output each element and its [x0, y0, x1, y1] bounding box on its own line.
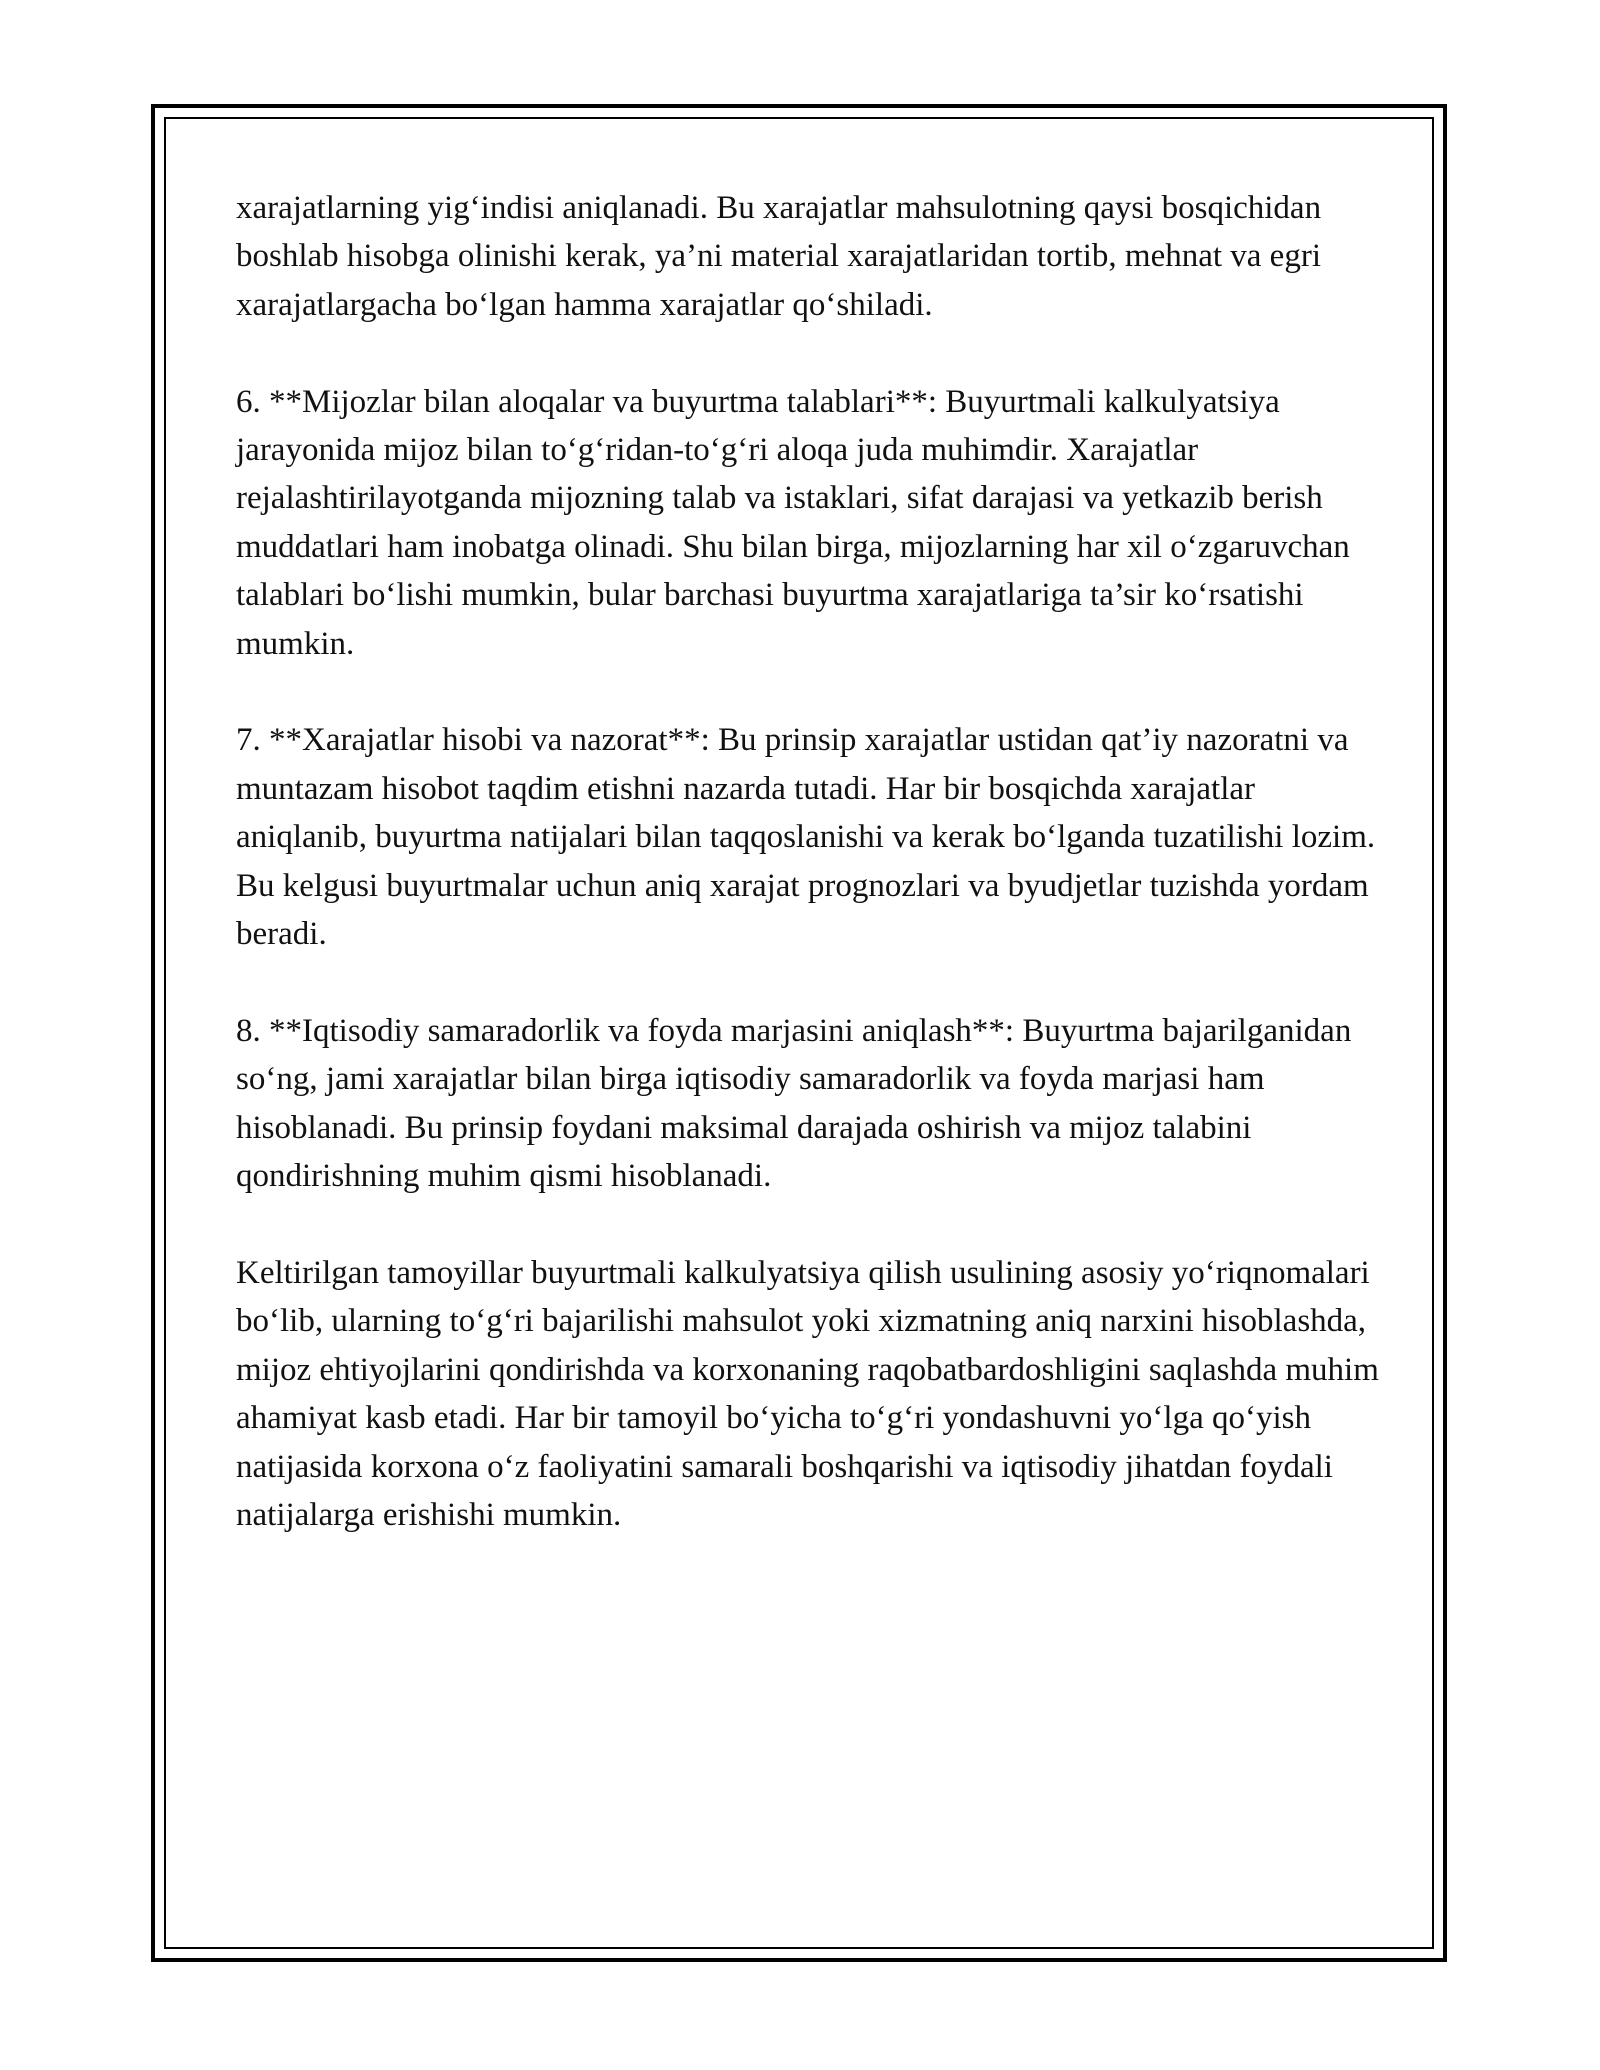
paragraph-conclusion: Keltirilgan tamoyillar buyurtmali kalkulyatsiya qilish usulining asosiy yo‘riqnomalari bo‘lib, ularning to‘g‘ri bajarilishi mahsulot yoki xizmatning aniq narxini hisoblashda, mijoz ehtiyojlarini qondirishda va korxonaning raqobatbardoshligini saqlashda muhim ahamiyat kasb etadi. Har bir tamoyil bo‘yicha to‘g‘ri yondashuvni yo‘lga qo‘yish natijasida korxona o‘z faoliyatini samarali boshqarishi va iqtisodiy jihatdan foydali natijalarga erishishi mumkin.	[236, 1254, 1379, 1533]
paragraph-item-8: 8. **Iqtisodiy samaradorlik va foyda marjasini aniqlash**: Buyurtma bajarilganidan so‘ng, jami xarajatlar bilan birga iqtisodiy samaradorlik va foyda marjasi ham hisoblanadi. Bu prinsip foydani maksimal darajada oshirish va mijoz talabini qondirishning muhim qismi hisoblanadi.	[236, 1012, 1352, 1195]
document-body	[236, 184, 1382, 1588]
paragraph-continuation: xarajatlarning yig‘indisi aniqlanadi. Bu xarajatlar mahsulotning qaysi bosqichidan boshlab hisobga olinishi kerak, ya’ni material xarajatlaridan tortib, mehnat va egri xarajatlargacha bo‘lgan hamma xarajatlar qo‘shiladi.	[236, 190, 1322, 323]
paragraph-item-6: 6. **Mijozlar bilan aloqalar va buyurtma talablari**: Buyurtmali kalkulyatsiya jarayonida mijoz bilan to‘g‘ridan-to‘g‘ri aloqa juda muhimdir. Xarajatlar rejalashtirilayotganda mijozning talab va istaklari, sifat darajasi va yetkazib berish muddatlari ham inobatga olinadi. Shu bilan birga, mijozlarning har xil o‘zgaruvchan talablari bo‘lishi mumkin, bular barchasi buyurtma xarajatlariga ta’sir ko‘rsatishi mumkin.	[236, 383, 1350, 662]
paragraph-item-7: 7. **Xarajatlar hisobi va nazorat**: Bu prinsip xarajatlar ustidan qat’iy nazoratni va muntazam hisobot taqdim etishni nazarda tutadi. Har bir bosqichda xarajatlar aniqlanib, buyurtma natijalari bilan taqqoslanishi va kerak bo‘lganda tuzatilishi lozim. Bu kelgusi buyurtmalar uchun aniq xarajat prognozlari va byudjetlar tuzishda yordam beradi.	[236, 722, 1376, 953]
